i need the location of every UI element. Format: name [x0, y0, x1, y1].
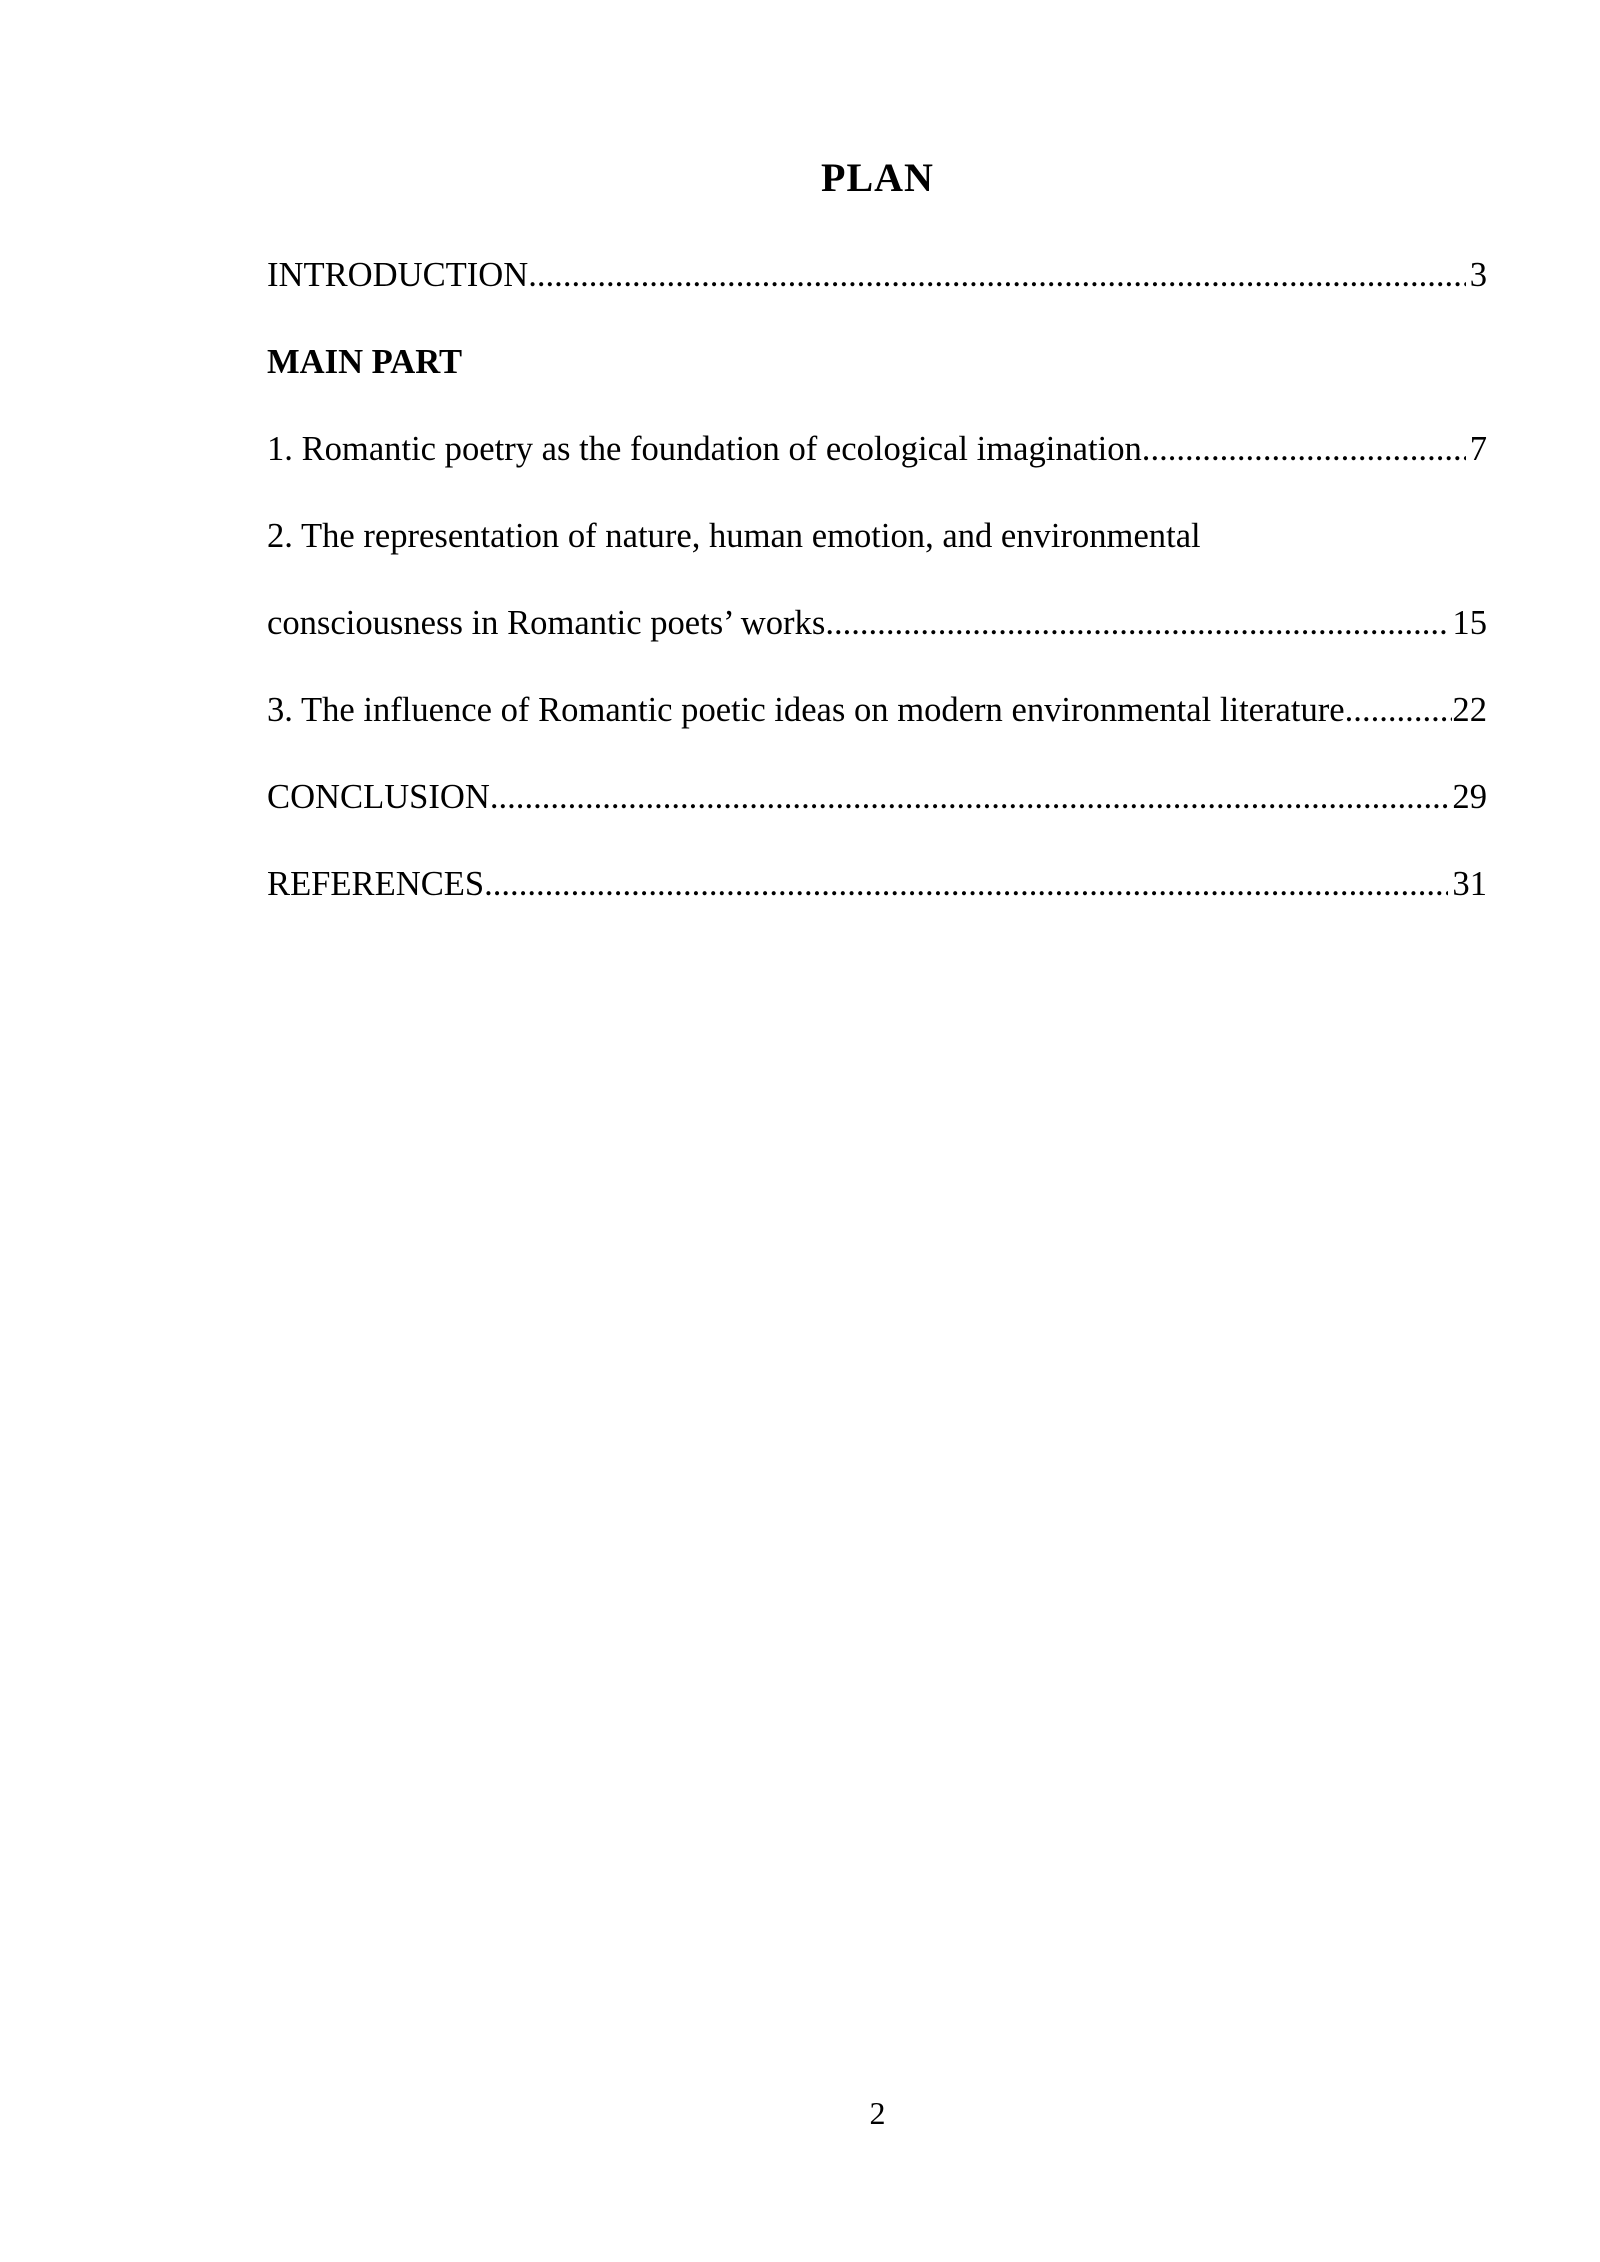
toc-entry-label: consciousness in Romantic poets’ works	[267, 604, 826, 642]
toc-entry-1	[267, 419, 1487, 479]
toc-entry-label: REFERENCES	[267, 865, 485, 903]
toc-entry-introduction	[267, 245, 1487, 305]
toc-entry-page: 29	[1452, 778, 1487, 816]
toc-entry-2-line-2	[267, 593, 1487, 653]
toc-entry-references	[267, 854, 1487, 914]
toc-entry-2-line-1	[267, 506, 1487, 566]
dot-leader	[825, 593, 1448, 653]
dot-leader	[1142, 419, 1466, 479]
page-number: 2	[869, 2095, 886, 2131]
toc-entry-page: 7	[1469, 430, 1487, 468]
toc-entry-label: 1. Romantic poetry as the foundation of ecological imagination	[267, 430, 1142, 468]
toc-entry-page: 31	[1452, 865, 1487, 903]
toc-entry-label: INTRODUCTION	[267, 256, 529, 294]
toc-entry-page: 15	[1452, 604, 1487, 642]
dot-leader	[528, 245, 1465, 305]
toc-entry-label: 2. The representation of nature, human emotion, and environmental	[267, 517, 1201, 555]
dot-leader	[484, 854, 1448, 914]
toc-entry-label: CONCLUSION	[267, 778, 490, 816]
toc-entry-3	[267, 680, 1487, 740]
toc-entry-label: 3. The influence of Romantic poetic ideas on modern environmental literature	[267, 691, 1345, 729]
dot-leader	[490, 767, 1449, 827]
toc-entry-page: 3	[1469, 256, 1487, 294]
toc-entry-conclusion	[267, 767, 1487, 827]
page-title: PLAN	[821, 155, 934, 200]
toc-entry-page: 22	[1452, 691, 1487, 729]
dot-leader	[1345, 680, 1453, 740]
toc-heading-main-part	[267, 332, 1487, 392]
section-heading: MAIN PART	[267, 343, 463, 381]
